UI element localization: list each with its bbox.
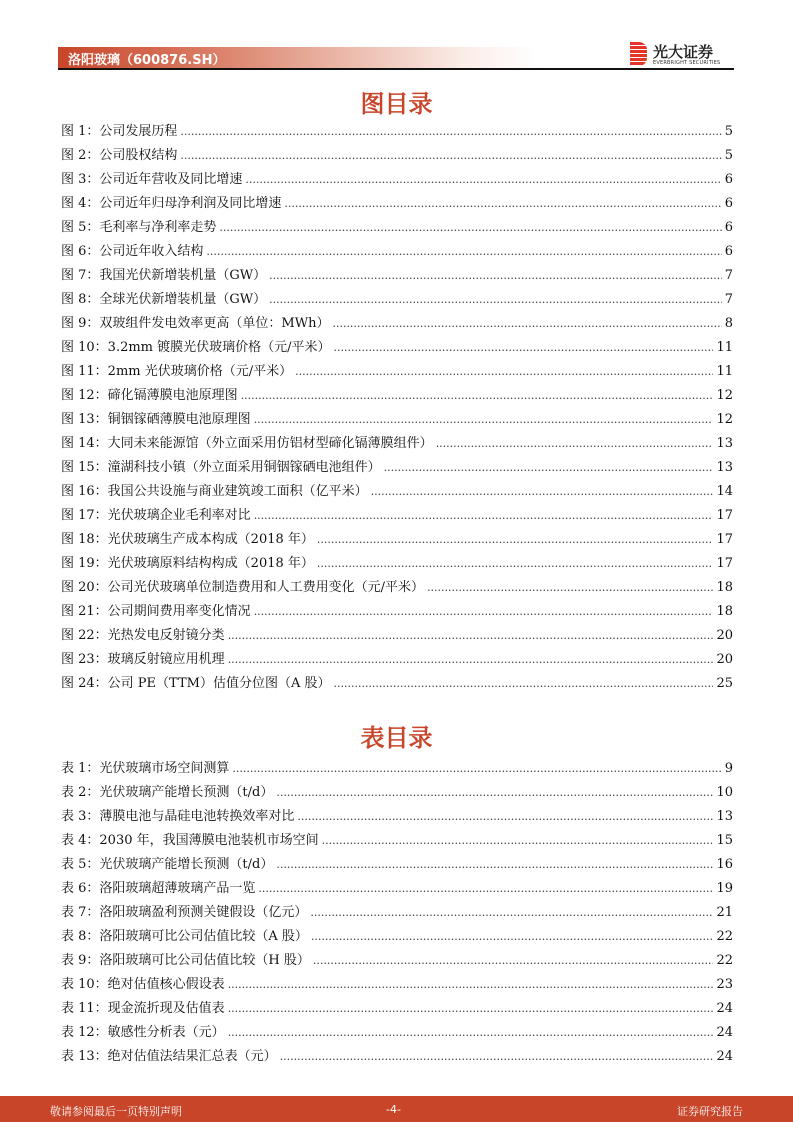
- toc-entry-label: 表 6：洛阳玻璃超薄玻璃产品一览: [61, 881, 256, 896]
- toc-entry-page: 24: [716, 1001, 733, 1016]
- toc-entry-label: 图 3：公司近年营收及同比增速: [61, 172, 243, 187]
- toc-entry-page: 7: [724, 292, 733, 307]
- toc-entry[interactable]: [61, 336, 733, 360]
- toc-entry-label: 图 5：毛利率与净利率走势: [61, 220, 217, 235]
- dot-leader: [313, 954, 714, 967]
- dot-leader: [269, 269, 722, 282]
- footer-bar: [0, 1096, 793, 1122]
- toc-entry[interactable]: [61, 552, 733, 576]
- toc-entry-page: 18: [716, 580, 733, 595]
- dot-leader: [310, 906, 713, 919]
- dot-leader: [436, 437, 714, 450]
- toc-entry-label: 表 13：绝对估值法结果汇总表（元）: [61, 1049, 277, 1064]
- dot-leader: [241, 389, 714, 402]
- toc-entry[interactable]: [61, 877, 733, 901]
- toc-entry-page: 22: [716, 953, 733, 968]
- dot-leader: [180, 125, 721, 138]
- figures-title: 图目录: [360, 90, 433, 118]
- toc-entry-page: 5: [724, 124, 733, 139]
- dot-leader: [297, 810, 713, 823]
- footer-report-type: 证券研究报告: [677, 1105, 743, 1118]
- dot-leader: [317, 533, 714, 546]
- toc-entry[interactable]: [61, 757, 733, 781]
- header-bar: [58, 47, 538, 68]
- toc-entry[interactable]: [61, 648, 733, 672]
- toc-entry[interactable]: [61, 216, 733, 240]
- toc-entry-label: 图 16：我国公共设施与商业建筑竣工面积（亿平米）: [61, 484, 368, 499]
- toc-entry-page: 12: [716, 412, 733, 427]
- toc-entry[interactable]: [61, 264, 733, 288]
- toc-entry-label: 图 23：玻璃反射镜应用机理: [61, 652, 225, 667]
- toc-entry[interactable]: [61, 624, 733, 648]
- toc-entry[interactable]: [61, 576, 733, 600]
- toc-entry-page: 15: [716, 833, 733, 848]
- toc-entry[interactable]: [61, 120, 733, 144]
- toc-entry[interactable]: [61, 408, 733, 432]
- tables-title: 表目录: [360, 724, 433, 752]
- dot-leader: [322, 834, 714, 847]
- toc-entry[interactable]: [61, 1045, 733, 1069]
- toc-entry-page: 20: [716, 652, 733, 667]
- everbright-logo: [630, 42, 736, 66]
- toc-entry[interactable]: [61, 504, 733, 528]
- dot-leader: [295, 365, 713, 378]
- logo-en: EVERBRIGHT SECURITIES: [653, 60, 721, 66]
- toc-entry-page: 13: [716, 436, 733, 451]
- toc-entry[interactable]: [61, 973, 733, 997]
- toc-entry[interactable]: [61, 949, 733, 973]
- toc-entry-label: 图 18：光伏玻璃生产成本构成（2018 年）: [61, 532, 314, 547]
- toc-entry-page: 19: [716, 881, 733, 896]
- toc-entry-page: 14: [716, 484, 733, 499]
- toc-entry[interactable]: [61, 168, 733, 192]
- toc-entry-page: 11: [716, 364, 733, 379]
- toc-entry-label: 图 7：我国光伏新增装机量（GW）: [61, 268, 267, 283]
- toc-entry[interactable]: [61, 456, 733, 480]
- header-divider: [58, 68, 734, 70]
- page-number: -4-: [386, 1103, 401, 1116]
- dot-leader: [276, 858, 713, 871]
- dot-leader: [228, 1002, 714, 1015]
- toc-entry-page: 9: [724, 761, 733, 776]
- toc-entry-page: 22: [716, 929, 733, 944]
- toc-entry-page: 8: [724, 316, 733, 331]
- dot-leader: [228, 1026, 714, 1039]
- toc-entry-label: 图 21：公司期间费用率变化情况: [61, 604, 251, 619]
- dot-leader: [333, 677, 713, 690]
- toc-entry-label: 图 9：双玻组件发电效率更高（单位：MWh）: [61, 316, 330, 331]
- toc-entry[interactable]: [61, 144, 733, 168]
- toc-entry-label: 图 11：2mm 光伏玻璃价格（元/平米）: [61, 364, 293, 379]
- toc-entry[interactable]: [61, 829, 733, 853]
- toc-entry[interactable]: [61, 360, 733, 384]
- toc-entry-page: 13: [716, 809, 733, 824]
- toc-entry-label: 图 17：光伏玻璃企业毛利率对比: [61, 508, 251, 523]
- toc-entry-label: 表 3：薄膜电池与晶硅电池转换效率对比: [61, 809, 295, 824]
- toc-entry[interactable]: [61, 672, 733, 696]
- toc-entry-label: 图 6：公司近年收入结构: [61, 244, 204, 259]
- dot-leader: [219, 221, 721, 234]
- toc-entry-page: 20: [716, 628, 733, 643]
- toc-entry-page: 6: [724, 220, 733, 235]
- dot-leader: [254, 413, 714, 426]
- dot-leader: [384, 461, 714, 474]
- dot-leader: [334, 341, 714, 354]
- tables-list: [61, 757, 733, 1069]
- footer-disclaimer: 敬请参阅最后一页特别声明: [50, 1105, 182, 1118]
- dot-leader: [232, 762, 721, 775]
- report-title: 洛阳玻璃（600876.SH）: [68, 53, 226, 68]
- dot-leader: [245, 173, 721, 186]
- toc-entry-page: 5: [724, 148, 733, 163]
- toc-entry-page: 7: [724, 268, 733, 283]
- toc-entry[interactable]: [61, 901, 733, 925]
- toc-entry-label: 图 24：公司 PE（TTM）估值分位图（A 股）: [61, 676, 331, 691]
- dot-leader: [427, 581, 713, 594]
- toc-entry-label: 图 10：3.2mm 镀膜光伏玻璃价格（元/平米）: [61, 340, 331, 355]
- toc-entry-page: 6: [724, 196, 733, 211]
- toc-entry-label: 表 4：2030 年，我国薄膜电池装机市场空间: [61, 833, 319, 848]
- toc-entry-label: 图 22：光热发电反射镜分类: [61, 628, 225, 643]
- dot-leader: [371, 485, 714, 498]
- dot-leader: [317, 557, 714, 570]
- toc-entry-label: 表 1：光伏玻璃市场空间测算: [61, 761, 230, 776]
- toc-entry[interactable]: [61, 600, 733, 624]
- toc-entry[interactable]: [61, 1021, 733, 1045]
- dot-leader: [284, 197, 721, 210]
- toc-entry-page: 18: [716, 604, 733, 619]
- dot-leader: [280, 1050, 714, 1063]
- toc-entry-label: 表 5：光伏玻璃产能增长预测（t/d）: [61, 857, 274, 872]
- toc-entry[interactable]: [61, 384, 733, 408]
- toc-entry-label: 图 15：潼湖科技小镇（外立面采用铜铟镓硒电池组件）: [61, 460, 381, 475]
- toc-entry-label: 表 2：光伏玻璃产能增长预测（t/d）: [61, 785, 274, 800]
- toc-entry-page: 24: [716, 1025, 733, 1040]
- toc-entry[interactable]: [61, 480, 733, 504]
- toc-entry-label: 表 11：现金流折现及估值表: [61, 1001, 225, 1016]
- dot-leader: [228, 629, 714, 642]
- toc-entry[interactable]: [61, 528, 733, 552]
- toc-entry[interactable]: [61, 312, 733, 336]
- toc-entry-page: 17: [716, 532, 733, 547]
- toc-entry-label: 图 1：公司发展历程: [61, 124, 178, 139]
- dot-leader: [332, 317, 721, 330]
- figures-list: [61, 120, 733, 696]
- toc-entry-label: 图 12：碲化镉薄膜电池原理图: [61, 388, 238, 403]
- dot-leader: [269, 293, 722, 306]
- toc-entry-page: 11: [716, 340, 733, 355]
- dot-leader: [180, 149, 721, 162]
- toc-entry-page: 21: [716, 905, 733, 920]
- toc-entry-page: 12: [716, 388, 733, 403]
- dot-leader: [258, 882, 713, 895]
- toc-entry[interactable]: [61, 288, 733, 312]
- dot-leader: [228, 978, 714, 991]
- toc-entry[interactable]: [61, 925, 733, 949]
- logo-cn: 光大证券: [653, 43, 714, 61]
- toc-entry[interactable]: [61, 853, 733, 877]
- toc-entry[interactable]: [61, 997, 733, 1021]
- toc-entry-label: 图 4：公司近年归母净利润及同比增速: [61, 196, 282, 211]
- dot-leader: [254, 605, 714, 618]
- dot-leader: [206, 245, 721, 258]
- toc-entry-page: 6: [724, 172, 733, 187]
- logo-mark-icon: [630, 42, 647, 66]
- toc-entry-page: 10: [716, 785, 733, 800]
- toc-entry-page: 23: [716, 977, 733, 992]
- dot-leader: [276, 786, 713, 799]
- toc-entry[interactable]: [61, 805, 733, 829]
- toc-entry-page: 24: [716, 1049, 733, 1064]
- toc-entry-label: 图 14：大同未来能源馆（外立面采用仿铝材型碲化镉薄膜组件）: [61, 436, 433, 451]
- toc-entry-page: 13: [716, 460, 733, 475]
- toc-entry-label: 图 19：光伏玻璃原料结构构成（2018 年）: [61, 556, 314, 571]
- toc-entry-label: 图 2：公司股权结构: [61, 148, 178, 163]
- toc-entry-label: 图 8：全球光伏新增装机量（GW）: [61, 292, 267, 307]
- dot-leader: [254, 509, 714, 522]
- dot-leader: [228, 653, 714, 666]
- toc-entry-label: 表 7：洛阳玻璃盈利预测关键假设（亿元）: [61, 905, 308, 920]
- toc-entry[interactable]: [61, 432, 733, 456]
- toc-entry-page: 6: [724, 244, 733, 259]
- toc-entry-page: 17: [716, 556, 733, 571]
- toc-entry-label: 图 13：铜铟镓硒薄膜电池原理图: [61, 412, 251, 427]
- toc-entry-page: 16: [716, 857, 733, 872]
- toc-entry[interactable]: [61, 781, 733, 805]
- toc-entry[interactable]: [61, 240, 733, 264]
- toc-entry-label: 图 20：公司光伏玻璃单位制造费用和人工费用变化（元/平米）: [61, 580, 425, 595]
- dot-leader: [311, 930, 714, 943]
- toc-entry-page: 17: [716, 508, 733, 523]
- toc-entry-label: 表 9：洛阳玻璃可比公司估值比较（H 股）: [61, 953, 310, 968]
- toc-entry-page: 25: [716, 676, 733, 691]
- toc-entry[interactable]: [61, 192, 733, 216]
- toc-entry-label: 表 12：敏感性分析表（元）: [61, 1025, 225, 1040]
- toc-entry-label: 表 8：洛阳玻璃可比公司估值比较（A 股）: [61, 929, 308, 944]
- toc-entry-label: 表 10：绝对估值核心假设表: [61, 977, 225, 992]
